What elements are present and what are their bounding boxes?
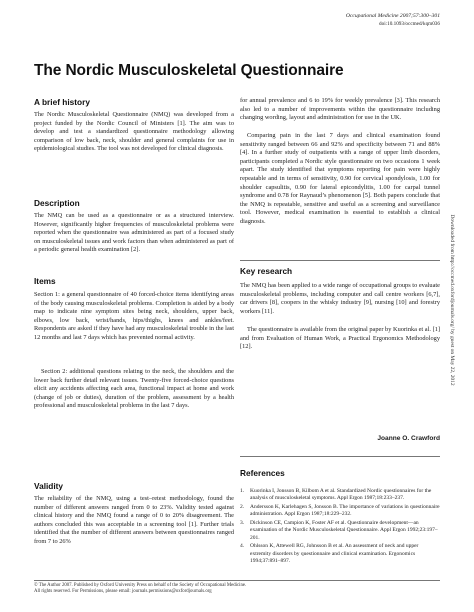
items-text-section2: Section 2: additional questions relating to the neck, the shoulders and the lower back further detail relevant issues. Twenty-five forced-choice questions elicit any accidents affecting each area, functional impact at home and work (change of job or duties), duration of the problem, assessment by a health professional and musculoskeletal problems in the last 7 days. bbox=[34, 368, 234, 410]
reference-text: Ohlsson K, Attewell RG, Johnsson B et al. An assessment of neck and upper extremity disorders by questionnaire and clinical examination. Ergonomics 1994;37:891–897. bbox=[250, 543, 419, 564]
footer-divider bbox=[34, 580, 440, 581]
reference-number: 1. bbox=[240, 488, 245, 494]
reference-item bbox=[240, 543, 440, 565]
validity-comparison-text: Comparing pain in the last 7 days and clinical examination found sensitivity ranged between 66 and 92% and specificity between 71 and 88% [4]. In a further study of outpatients with a range of upper limb disorders, participants completed a Nordic style questionnaire on two occasions 1 week apart. The study identified that symptoms reporting for pain were highly repeatable and in terms of sensitivity, 0.90 for cervical spondylosis, 1.00 for shoulder capsulitis, 0.90 for lateral epicondylitis, 1.00 for carpal tunnel syndrome and 0.78 for Raynaud’s phenomenon [5]. Both papers conclude that the NMQ is repeatable, sensitive and useful as a screening and surveillance tool. However, medical examination is essential to establish a clinical diagnosis. bbox=[240, 132, 440, 225]
author-name: Joanne O. Crawford bbox=[377, 435, 440, 442]
items-text-section1: Section 1: a general questionnaire of 40 forced-choice items identifying areas of the body causing musculoskeletal problems. Completion is aided by a body map to indicate nine symptom sites being neck, shoulders, upper back, elbows, low back, wrist/hands, hips/thighs, knees and ankles/feet. Respondents are asked if they have had any musculoskeletal trouble in the last 12 months and last 7 days which has prevented normal activity. bbox=[34, 291, 234, 341]
key-research-text: The NMQ has been applied to a wide range of occupational groups to evaluate musculoskeletal problems, including computer and call centre workers [6,7], car drivers [8], coopers in the whisky industry [9], nursing [10] and forestry workers [11]. bbox=[240, 282, 440, 315]
brief-history-text: The Nordic Musculoskeletal Questionnaire (NMQ) was developed from a project funded by the Nordic Council of Ministers [1]. The aim was to develop and test a standardized questionnaire methodology allowing comparison of low back, neck, shoulder and general complaints for use in epidemiological studies. The tool was not developed for clinical diagnosis. bbox=[34, 111, 234, 153]
validity-continued-text: for annual prevalence and 6 to 19% for weekly prevalence [3]. This research also led to a number of improvements within the questionnaire including changing wording, layout and administration for use in the UK. bbox=[240, 97, 440, 122]
download-sidenote-text: Downloaded from http://occmed.oxfordjournals.org/ by guest on May 22, 2012 bbox=[449, 214, 455, 386]
page-title: The Nordic Musculoskeletal Questionnaire bbox=[34, 62, 344, 79]
key-research-divider bbox=[240, 260, 440, 261]
description-text: The NMQ can be used as a questionnaire or as a structured interview. However, significantly higher frequencies of musculoskeletal problems were reported when the questionnaire was administered as part of a focused study on musculoskeletal issues and work factors than when administered as part of a periodic general health examination [2]. bbox=[34, 212, 234, 254]
copyright-line: © The Author 2007. Published by Oxford University Press on behalf of the Society of Occupational Medicine. bbox=[34, 583, 247, 588]
reference-text: Dickinson CE, Campion K, Foster AF et al. Questionnaire development—an examination of the Nordic Musculoskeletal Questionnaire. Appl Ergon 1992;23:197–201. bbox=[250, 519, 438, 541]
references-divider bbox=[240, 456, 440, 457]
reference-item bbox=[240, 520, 440, 542]
reference-item bbox=[240, 504, 440, 519]
doi: doi:10.1093/occmed/kqm036 bbox=[379, 21, 440, 27]
running-header bbox=[346, 12, 440, 28]
reference-number: 3. bbox=[240, 519, 245, 526]
reference-text: Kuorinka I, Jonsson B, Kilbom A et al. Standardized Nordic questionnaires for the analysis of musculoskeletal symptoms. Appl Ergon 1987;18:233–237. bbox=[250, 488, 432, 502]
heading-references: References bbox=[240, 468, 285, 478]
permissions-line: All rights reserved. For Permissions, please email: journals.permissions@oxfordjournals.org bbox=[34, 589, 212, 595]
heading-key-research: Key research bbox=[240, 266, 293, 276]
reference-number: 2. bbox=[240, 503, 245, 510]
reference-list bbox=[240, 488, 440, 567]
journal-citation: Occupational Medicine 2007;57:300–301 bbox=[345, 13, 440, 19]
heading-brief-history: A brief history bbox=[34, 97, 90, 107]
heading-validity: Validity bbox=[34, 481, 64, 491]
key-research-availability-text: The questionnaire is available from the original paper by Kuorinka et al. [1] and from Evaluation of Human Work, a Practical Ergonomics Methodology [12]. bbox=[240, 326, 440, 351]
validity-text: The reliability of the NMQ, using a test–retest methodology, found the number of different answers ranged from 0 to 23%. Validity tested against clinical history and the NMQ found a range of 0 to 20% disagreement. The authors concluded this was acceptable in a screening tool [1]. Further trials identified that the number of different answers between questionnaires ranged from 7 to 26% bbox=[34, 495, 234, 545]
heading-description: Description bbox=[34, 198, 80, 208]
copyright-footer bbox=[34, 583, 454, 596]
heading-items: Items bbox=[34, 276, 56, 286]
reference-text: Andersson K, Karlehagen S, Jonsson B. The importance of variations in questionnaire administration. Appl Ergon 1987;18:229–232. bbox=[250, 503, 440, 518]
reference-number: 4. bbox=[240, 543, 245, 550]
reference-item bbox=[240, 488, 440, 503]
